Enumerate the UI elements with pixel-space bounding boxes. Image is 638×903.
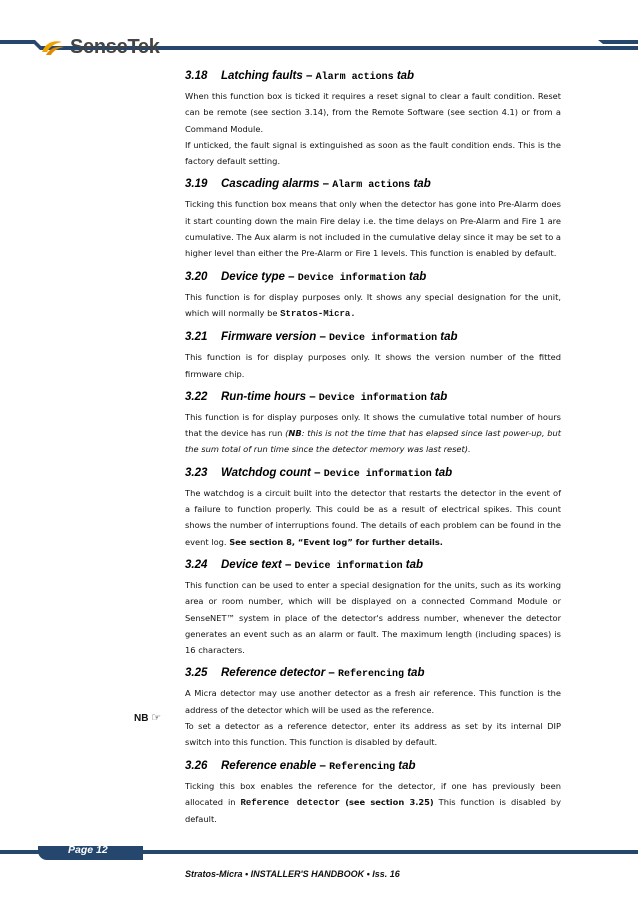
cross-reference: See section 8, “Event log” for further details. — [229, 536, 443, 547]
section-paragraph: This function can be used to enter a special designation for the units, such as its working area or room number, which will be displayed on a connected Command Module or SenseNET™ system in place of the detector's address number, whenever the detector generates an event such as an alarm or fault. The maximum length (including spaces) is 16 characters. — [185, 579, 561, 656]
section-heading: 3.21 Firmware version – Device information tab — [185, 331, 458, 345]
section-paragraph: This function is for display purposes only. It shows any special designation for the unit, which will normally be Stratos-Micra. — [185, 291, 561, 319]
section-3-18 — [185, 70, 561, 169]
section-3-24 — [185, 559, 561, 658]
page-number: Page 12 — [68, 844, 108, 856]
section-paragraph: This function is for display purposes only. It shows the cumulative total number of hours that the device has run (NB: this is not the time that has elapsed since last power-up, but the sum total of run time since the detector memory was last reset). — [185, 411, 562, 455]
section-3-19 — [185, 178, 561, 261]
device-name-value: Stratos-Micra. — [280, 308, 356, 319]
margin-note: NB ☞ — [134, 712, 162, 724]
section-paragraph: When this function box is ticked it requires a reset signal to clear a fault condition. Reset can be remote (see section 3.14), from the Remote Software (see section 4.1) or from a Command Module. — [185, 91, 561, 134]
section-heading: 3.19 Cascading alarms – Alarm actions tab — [185, 178, 431, 192]
section-3-21 — [185, 331, 561, 382]
sensetek-logo-icon — [38, 38, 66, 58]
section-heading: 3.23 Watchdog count – Device information tab — [185, 466, 453, 480]
document-title-footer: Stratos-Micra • INSTALLER'S HANDBOOK • Iss. 16 — [185, 869, 400, 879]
section-heading: 3.25 Reference detector – Referencing tab — [185, 667, 425, 681]
section-3-23 — [185, 467, 561, 550]
section-heading: 3.18 Latching faults – Alarm actions tab — [185, 70, 415, 83]
section-heading: 3.22 Run-time hours – Device information tab — [185, 390, 448, 404]
brand-name: SenseTek — [70, 36, 160, 58]
section-paragraph: A Micra detector may use another detector as a fresh air reference. This function is the address of the detector which will be used as the reference. — [185, 688, 561, 715]
section-heading: 3.26 Reference enable – Referencing tab — [185, 759, 416, 773]
reference-detector-field-name: Reference detector — [240, 797, 340, 808]
section-paragraph: Ticking this box enables the reference for the detector, if one has previously been allocated in Reference detector (see section 3.25) This function is disabled by default. — [185, 780, 561, 825]
section-3-26 — [185, 760, 561, 828]
page-content — [185, 70, 561, 828]
pointing-hand-icon: ☞ — [151, 712, 162, 724]
section-3-25 — [185, 667, 561, 750]
section-paragraph: The watchdog is a circuit built into the detector that restarts the detector in the event of a failure to function properly. This could be as a result of electrical spikes. This count shows the number of interruptions found. The details of each problem can be found in the event log. See section 8, “Event log” for further details. — [185, 487, 561, 547]
section-3-22 — [185, 391, 561, 458]
section-heading: 3.24 Device text – Device information tab — [185, 558, 424, 572]
brand-logo — [38, 36, 160, 59]
section-paragraph: Ticking this function box means that only when the detector has gone into Pre-Alarm does it start counting down the main Fire delay i.e. the time delays on Pre-Alarm and Fire 1 are cumulative. The Aux alarm is not included in the cumulative delay since it may be set to a higher level than either the Pre-Alarm or Fire 1 levels. This function is enabled by default. — [185, 199, 561, 259]
section-heading: 3.20 Device type – Device information tab — [185, 270, 427, 284]
section-paragraph: If unticked, the fault signal is extinguished as soon as the fault condition ends. This is the factory default setting. — [185, 139, 561, 167]
section-paragraph: This function is for display purposes only. It shows the version number of the fitted firmware chip. — [185, 352, 561, 379]
section-3-20 — [185, 271, 561, 323]
section-paragraph: To set a detector as a reference detector, enter its address as set by its internal DIP switch into this function. This function is disabled by default. — [185, 721, 561, 748]
